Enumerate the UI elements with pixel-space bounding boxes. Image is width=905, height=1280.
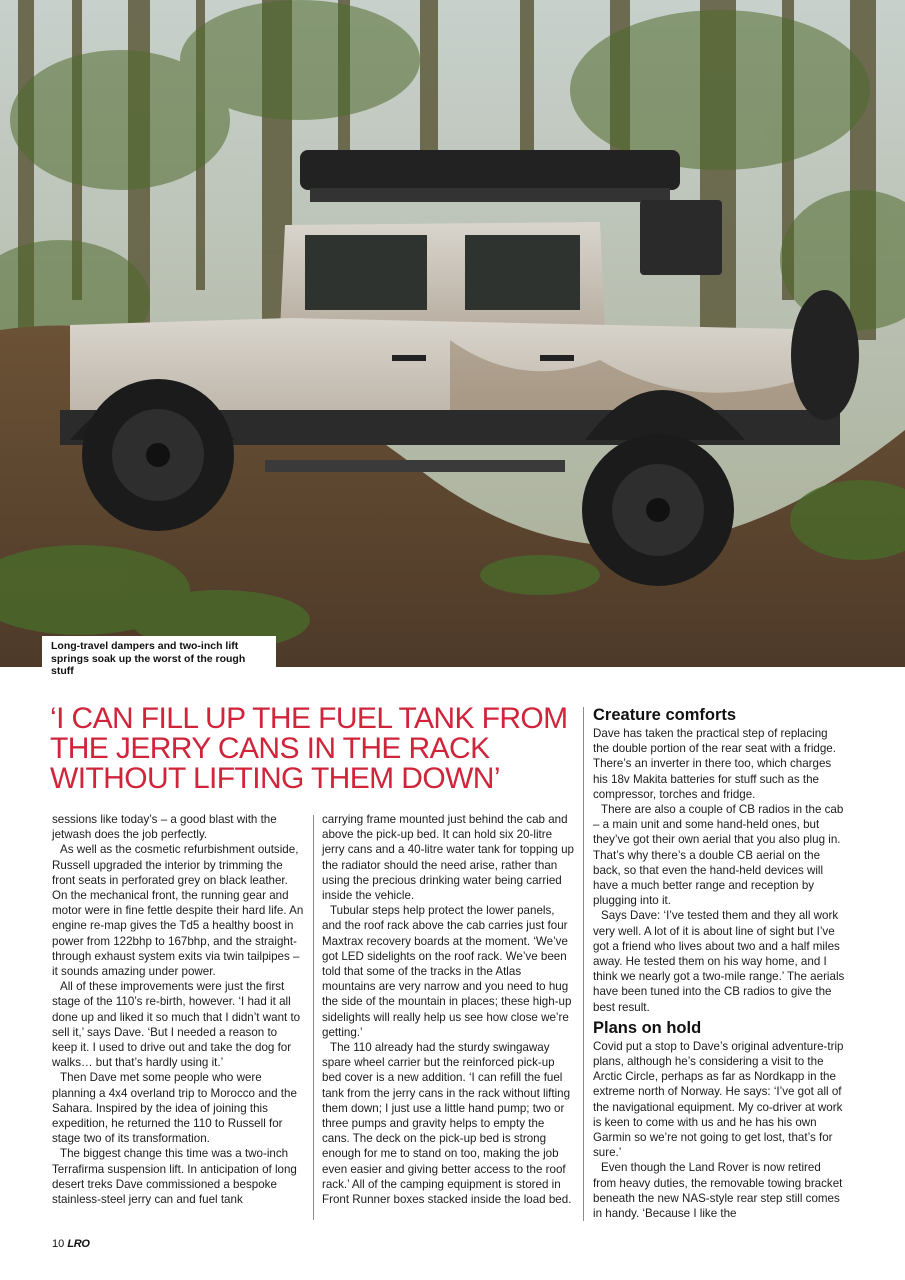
column-divider (313, 815, 314, 1220)
paragraph: There are also a couple of CB radios in the cab – a main unit and some hand-held ones, but they’ve got their own aerial that you also plug in. That’s why there’s a double CB aerial on the back, so that even the hand-held devices will have a much better range and reception by plugging into it. (593, 803, 844, 908)
page-number: 10 (52, 1238, 65, 1250)
paragraph: Tubular steps help protect the lower panels, and the roof rack above the cab carries just four Maxtrax recovery boards at the moment. ‘We’ve got LED sidelights on the roof rack. We’ve been told that some of the tracks in the Atlas mountains are very narrow and you need to hug the side of the mountain in places; these high-up sidelights will really help us see how close we’re getting.’ (322, 904, 572, 1039)
paragraph: The 110 already had the sturdy swingaway spare wheel carrier but the reinforced pick-up bed cover is a new addition. ‘I can refill the fuel tank from the jerry cans in the rack without lifting them down; I just use a little hand pump; two or three pumps and gravity helps to empty the cans. The deck on the pick-up bed is strong enough for me to stand on too, making the job even easier and giving better access to the roof rack.’ All of the camping equipment is stored in Front Runner boxes stacked inside the load bed. (322, 1041, 572, 1207)
page-folio (52, 1238, 90, 1250)
paragraph: Even though the Land Rover is now retired from heavy duties, the removable towing bracket beneath the new NAS-style rear step still comes in handy. ‘Because I like the (593, 1161, 843, 1221)
paragraph: All of these improvements were just the first stage of the 110’s re-birth, however. ‘I had it all done up and liked it so much that I didn’t want to sell it,’ says Dave. ‘But I needed a reason to keep it. I used to drive out and take the dog for walks… but that’s hardly using it.’ (52, 980, 301, 1070)
paragraph: Then Dave met some people who were planning a 4x4 overland trip to Morocco and the Sahara. Inspired by the idea of joining this expedition, he returned the 110 to Russell for stage two of its transformation. (52, 1071, 297, 1146)
section-heading-plans-on-hold: Plans on hold (593, 1018, 702, 1037)
paragraph: Covid put a stop to Dave’s original adventure-trip plans, although he’s considering a visit to the Arctic Circle, perhaps as far as Nordkapp in the extreme north of Norway. He says: ‘I’ve got all of the navigational equipment. My co-driver at work is keen to come with us and he has his own Garmin so we’re not going to get lost, that’s for sure.’ (593, 1039, 844, 1160)
paragraph: As well as the cosmetic refurbishment outside, Russell upgraded the interior by trimming the front seats in perforated grey on black leather. On the mechanical front, the running gear and motor were in fine fettle despite their hard life. An engine re-map gives the Td5 a healthy boost in power from 122bhp to 167bhp, and the straight-through exhaust system exits via twin tailpipes – it sounds amazing under power. (52, 843, 304, 979)
body-column-1 (52, 812, 304, 1207)
paragraph: Says Dave: ‘I’ve tested them and they all work very well. A lot of it is about line of sight but I’ve got a friend who lives about two and a half miles away. He tested them on his way home, and I think we nearly got a two-mile range.’ The aerials have been tuned into the CB radios to give the best result. (593, 909, 845, 1014)
paragraph: The biggest change this time was a two-inch Terrafirma suspension lift. In anticipation of long desert treks Dave commissioned a bespoke stainless-steel jerry can and fuel tank (52, 1147, 297, 1207)
pull-quote-line: THE JERRY CANS IN THE RACK (50, 732, 490, 765)
body-column-2 (322, 812, 574, 1207)
body-column-3 (593, 706, 845, 1221)
paragraph: carrying frame mounted just behind the cab and above the pick-up bed. It can hold six 20-litre jerry cans and a 40-litre water tank for topping up the radiator should the need arise, rather than using the precious drinking water being carried inside the vehicle. (322, 813, 574, 903)
section-heading-creature-comforts: Creature comforts (593, 706, 737, 724)
pull-quote-line: ‘I CAN FILL UP THE FUEL TANK FROM (50, 702, 568, 735)
photo-caption (42, 636, 276, 677)
pull-quote-line: WITHOUT LIFTING THEM DOWN’ (50, 762, 500, 795)
pull-quote (50, 704, 570, 794)
photo-caption-text: Long-travel dampers and two-inch lift springs soak up the worst of the rough stuff (51, 640, 246, 677)
column-divider (583, 707, 584, 1221)
paragraph: sessions like today’s – a good blast with the jetwash does the job perfectly. (52, 813, 277, 842)
paragraph: Dave has taken the practical step of replacing the double portion of the rear seat with a fridge. There’s an inverter in there too, which charges his 18v Makita batteries for stuff such as the compressor, torches and fridge. (593, 727, 836, 801)
magazine-logo: LRO (67, 1238, 90, 1250)
